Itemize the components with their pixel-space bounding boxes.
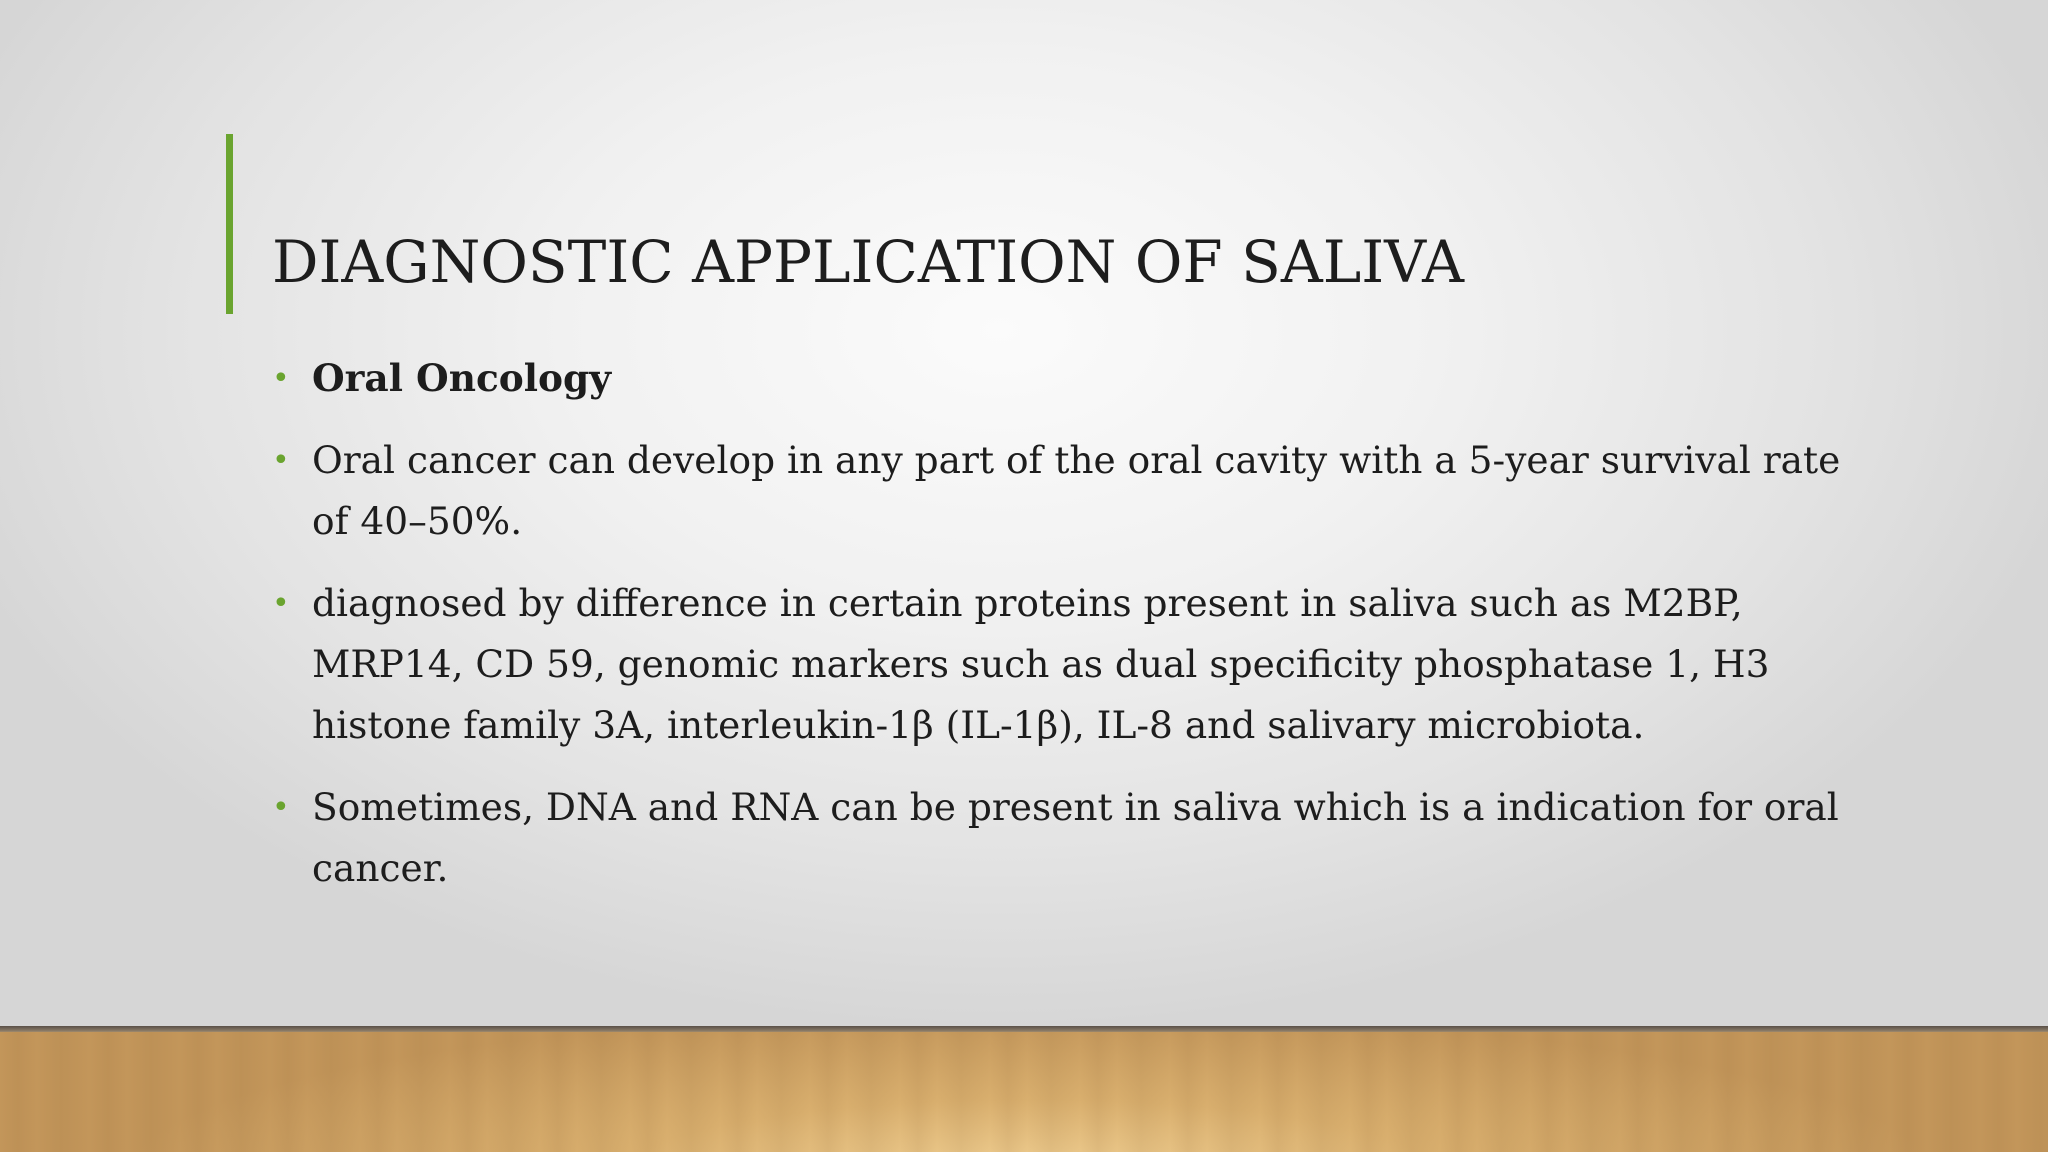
bullet-item (272, 573, 1862, 756)
bullet-text: Oral cancer can develop in any part of the oral cavity with a 5-year survival rate of 40–50%. (312, 438, 1841, 543)
bullet-text: Sometimes, DNA and RNA can be present in saliva which is a indication for oral cancer. (312, 785, 1839, 890)
bullet-item (272, 348, 1862, 409)
title-accent-bar (226, 134, 233, 314)
bullet-item (272, 430, 1862, 552)
bullet-dot-icon: • (272, 443, 290, 478)
bullet-dot-icon: • (272, 586, 290, 621)
bullet-text: diagnosed by difference in certain proteins present in saliva such as M2BP, MRP14, CD 59, genomic markers such as dual specificity phosphatase 1, H3 histone family 3A, interleukin-1β (IL-1β), IL-8 and salivary microbiota. (312, 581, 1770, 747)
bullet-dot-icon: • (272, 361, 290, 396)
bullet-dot-icon: • (272, 790, 290, 825)
bullet-item (272, 777, 1862, 899)
bullet-text-heading: Oral Oncology (312, 356, 612, 400)
bullet-list (272, 348, 1862, 920)
slide-title: DIAGNOSTIC APPLICATION OF SALIVA (272, 228, 1464, 296)
wooden-floor (0, 1032, 2048, 1152)
